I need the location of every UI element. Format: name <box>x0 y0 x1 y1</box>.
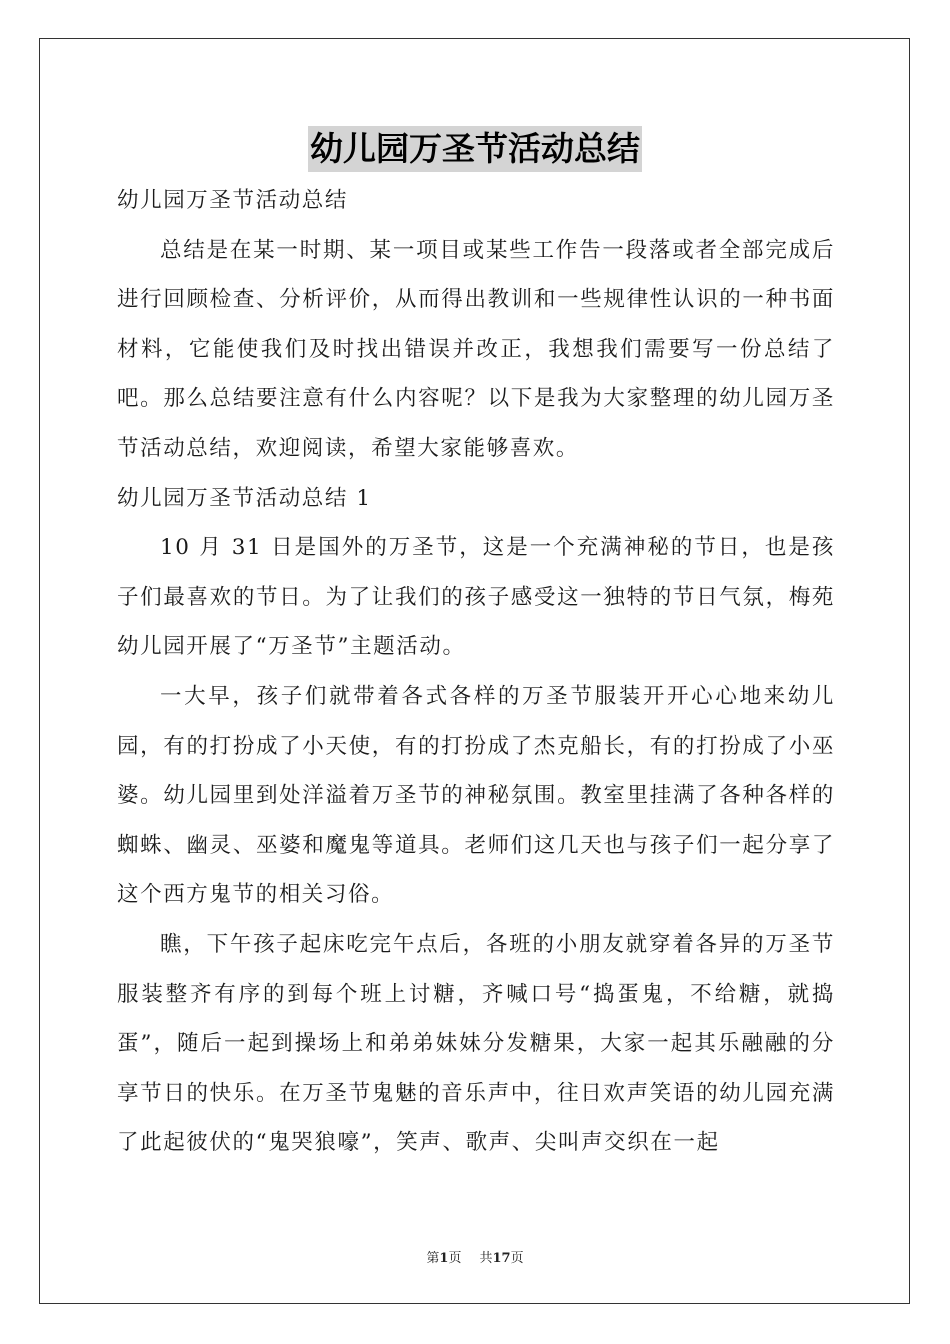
title-container <box>0 126 950 172</box>
page-footer <box>0 1247 950 1266</box>
paragraph-intro: 总结是在某一时期、某一项目或某些工作告一段落或者全部完成后进行回顾检查、分析评价，从而得出教训和一些规律性认识的一种书面材料，它能使我们及时找出错误并改正，我想我们需要写一份总结了吧。那么总结要注意有什么内容呢？以下是我为大家整理的幼儿园万圣节活动总结，欢迎阅读，希望大家能够喜欢。 <box>117 237 835 461</box>
paragraph-body: 10 月 31 日是国外的万圣节，这是一个充满神秘的节日，也是孩子们最喜欢的节日。为了让我们的孩子感受这一独特的节日气氛，梅苑幼儿园开展了“万圣节”主题活动。 <box>117 535 835 660</box>
footer-total-pages: 17 <box>492 1251 511 1266</box>
paragraph-subtitle: 幼儿园万圣节活动总结 <box>117 188 349 213</box>
footer-total-prefix: 共 <box>479 1251 493 1266</box>
document-title: 幼儿园万圣节活动总结 <box>308 126 642 172</box>
footer-page-number: 1 <box>439 1251 449 1266</box>
document-body <box>117 176 835 1168</box>
footer-total-suffix: 页 <box>510 1251 524 1266</box>
paragraph-body: 瞧，下午孩子起床吃完午点后，各班的小朋友就穿着各异的万圣节服装整齐有序的到每个班上讨糖，齐喊口号“捣蛋鬼，不给糖，就捣蛋”，随后一起到操场上和弟弟妹妹分发糖果，大家一起其乐融融的分享节日的快乐。在万圣节鬼魅的音乐声中，往日欢声笑语的幼儿园充满了此起彼伏的“鬼哭狼嚎”，笑声、歌声、尖叫声交织在一起 <box>117 931 835 1156</box>
footer-page-prefix: 第 <box>426 1251 440 1266</box>
paragraph-section-heading: 幼儿园万圣节活动总结 1 <box>117 485 372 511</box>
footer-page-suffix: 页 <box>448 1251 462 1266</box>
paragraph-body: 一大早，孩子们就带着各式各样的万圣节服装开开心心地来幼儿园，有的打扮成了小天使，有的打扮成了杰克船长，有的打扮成了小巫婆。幼儿园里到处洋溢着万圣节的神秘氛围。教室里挂满了各种各样的蜘蛛、幽灵、巫婆和魔鬼等道具。老师们这几天也与孩子们一起分享了这个西方鬼节的相关习俗。 <box>117 683 835 908</box>
